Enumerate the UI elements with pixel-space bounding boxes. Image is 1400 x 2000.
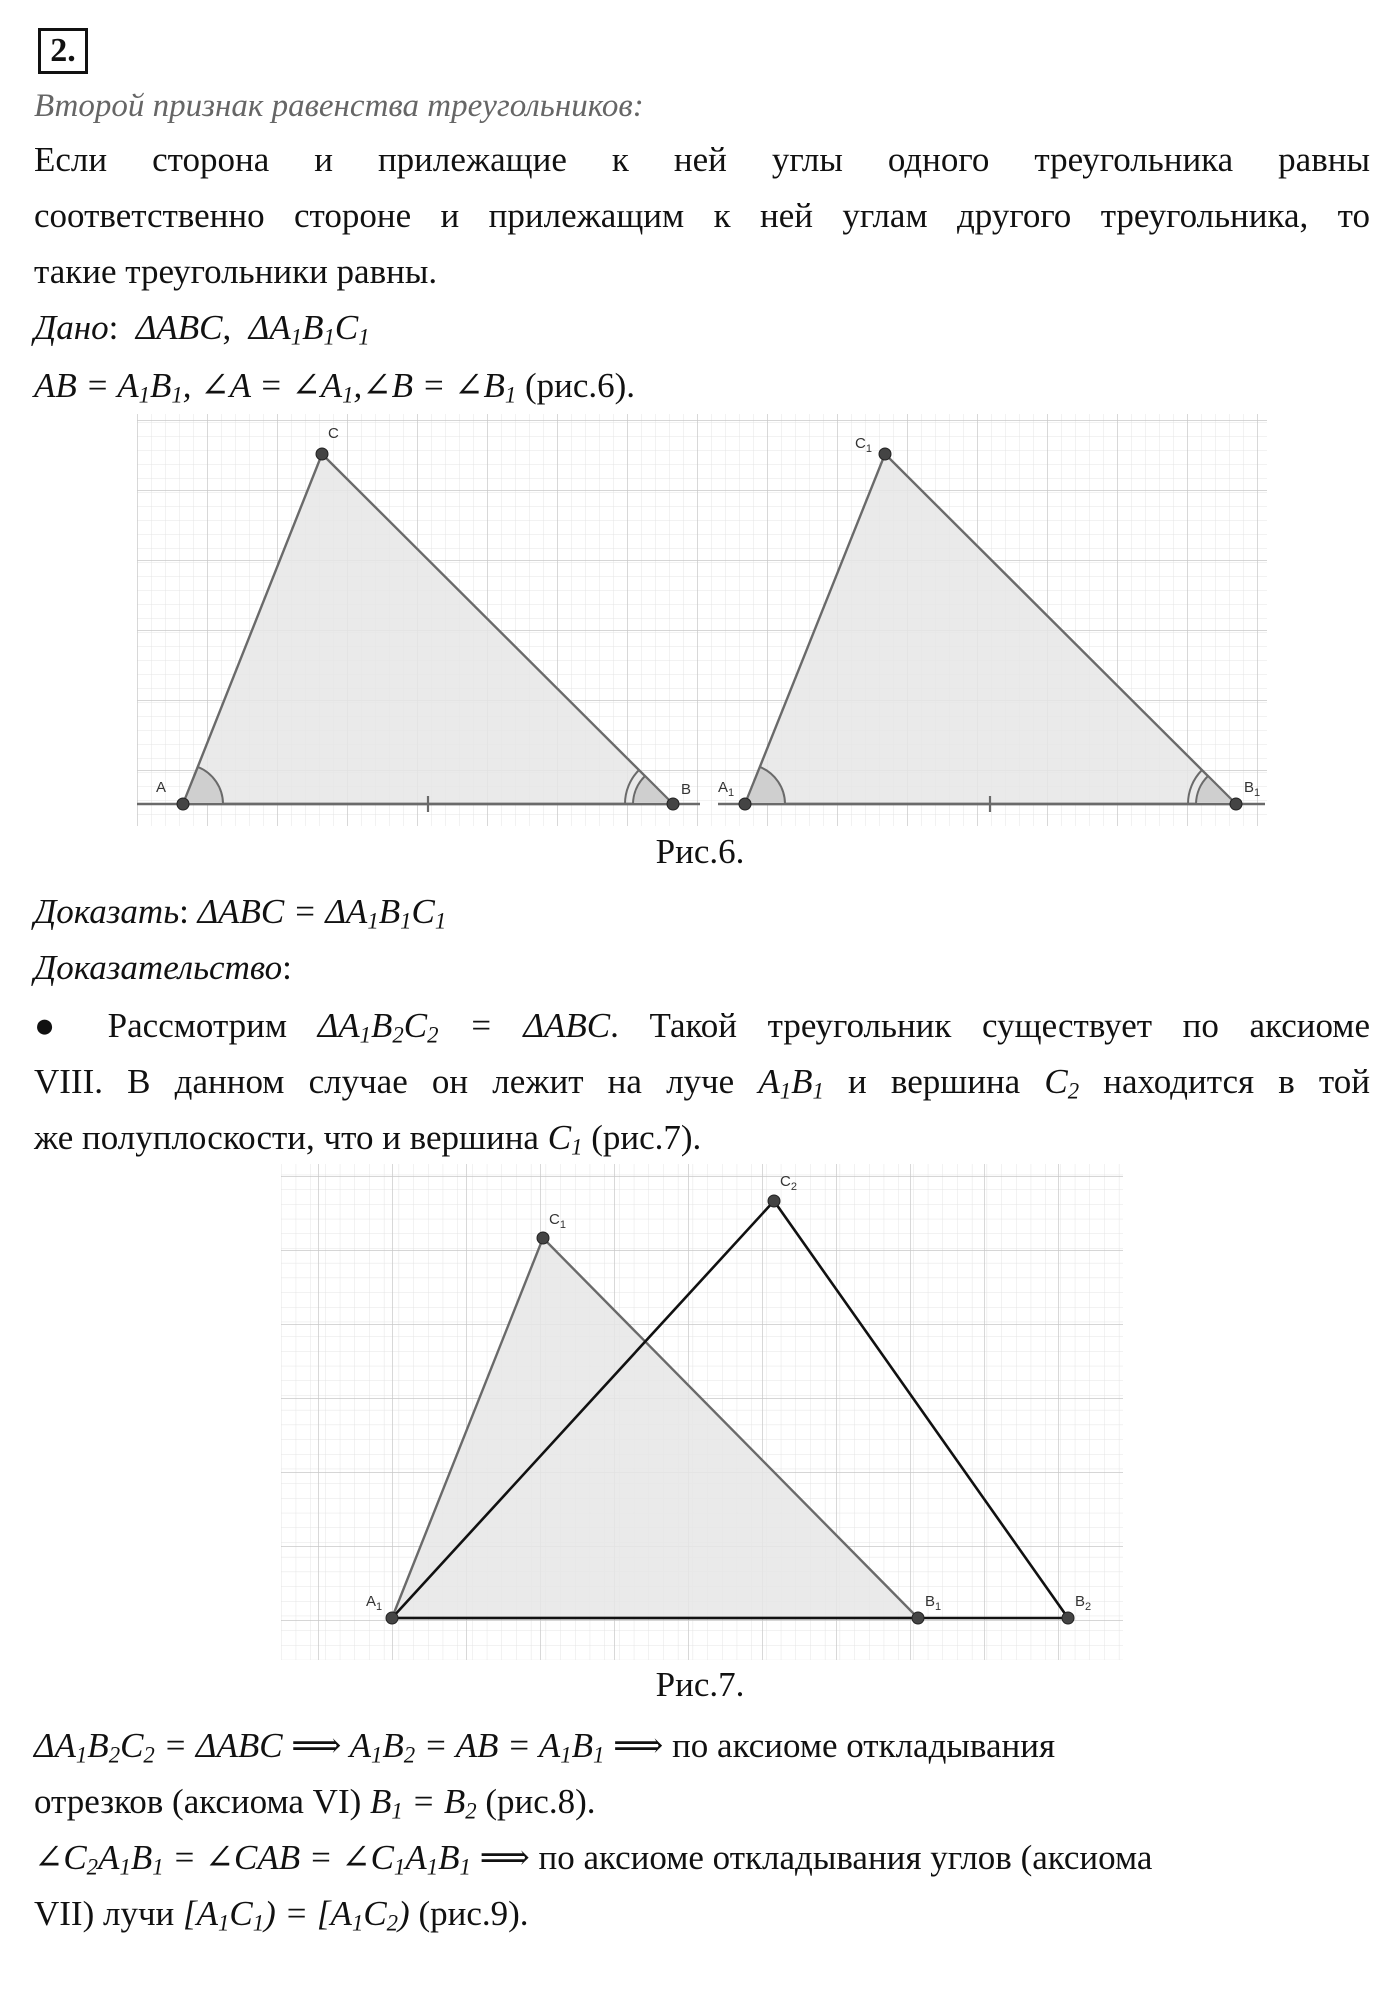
prove-label: Доказать xyxy=(34,892,180,931)
step2-line-2: отрезков (аксиома VI) $B_1 = B_2$ (рис.8). xyxy=(34,1782,596,1824)
point-c xyxy=(316,448,328,460)
label-a1: $A_1$ xyxy=(718,779,735,799)
label-b2-fig7: $B_2$ xyxy=(1075,1593,1092,1613)
label-a1-fig7: $A_1$ xyxy=(366,1593,383,1613)
given-ab-eq: AB = $A_1B_1$, ∠A = $\angle A_1,\angle B$ = $\angle B_1$ xyxy=(34,366,517,408)
label-c: C xyxy=(328,425,339,442)
point-a1-fig7 xyxy=(386,1612,398,1624)
step2-line-1: $\Delta A_1B_2C_2 = \Delta ABC$ ⟹ $A_1B_2$ = AB = $A_1B_1$ ⟹ по аксиоме откладывания xyxy=(34,1726,1056,1768)
fig7-caption: Рис.7. xyxy=(655,1665,745,1704)
problem-number: 2. xyxy=(38,28,88,74)
step1-line-1: ● Рассмотрим $\Delta A_1B_2C_2 = \Delta ABC$. Такой треугольник существует по аксиоме xyxy=(34,1006,1370,1048)
figure-6 xyxy=(0,408,1400,828)
proof-label: Доказательство xyxy=(34,948,283,987)
step3-line-1: $\angle C_2A_1B_1$ = ∠CAB = $\angle C_1A_1B_1$ ⟹ по аксиоме откладывания углов (аксиома xyxy=(34,1838,1153,1880)
given-triangle-abc: ΔABC xyxy=(135,308,223,347)
step1-line-3: же полуплоскости, что и вершина $C_1$ (рис.7). xyxy=(34,1118,702,1160)
label-c1: $C_1$ xyxy=(855,435,872,455)
point-c2-fig7 xyxy=(768,1195,780,1207)
point-c1-fig7 xyxy=(537,1232,549,1244)
prove-line: Доказать: $\Delta ABC = \Delta A_1B_1C_1$ xyxy=(34,892,447,934)
label-c1-fig7: $C_1$ xyxy=(549,1211,566,1231)
theorem-subtitle: Второй признак равенства треугольников: xyxy=(34,88,644,124)
given-label: Дано xyxy=(34,308,109,347)
theorem-line-1: Если сторона и прилежащие к ней углы одного треугольника равны xyxy=(34,140,1370,179)
given-ref: (рис.6). xyxy=(516,366,636,405)
theorem-line-3: такие треугольники равны. xyxy=(34,252,438,291)
fig6-caption: Рис.6. xyxy=(655,832,745,871)
step3-line-2: VII) лучи $[A_1C_1) = [A_1C_2)$ (рис.9). xyxy=(34,1894,529,1936)
label-b1-fig7: $B_1$ xyxy=(925,1593,942,1613)
label-b1: $B_1$ xyxy=(1244,779,1261,799)
point-c1 xyxy=(879,448,891,460)
label-b: B xyxy=(681,781,692,798)
point-a xyxy=(177,798,189,810)
label-c2-fig7: $C_2$ xyxy=(780,1173,797,1193)
given-triangle-a1b1c1: $\Delta A_1B_1C_1$ xyxy=(248,308,370,350)
point-a1 xyxy=(739,798,751,810)
point-b1-fig7 xyxy=(912,1612,924,1624)
theorem-line-2: соответственно стороне и прилежащим к ней углам другого треугольника, то xyxy=(34,196,1370,235)
prove-statement: $\Delta ABC = \Delta A_1B_1C_1$ xyxy=(197,892,447,934)
proof-heading: Доказательство: xyxy=(34,948,292,987)
figure-7 xyxy=(0,1160,1400,1660)
step1-line-2: VIII. В данном случае он лежит на луче $A_1B_1$ и вершина $C_2$ находится в той xyxy=(34,1062,1370,1104)
point-b2-fig7 xyxy=(1062,1612,1074,1624)
label-a: A xyxy=(156,779,167,796)
given-sep: : xyxy=(108,308,119,347)
given-line: Дано: ΔABC, $\Delta A_1B_1C_1$ xyxy=(34,308,370,350)
point-b1 xyxy=(1230,798,1242,810)
point-b xyxy=(667,798,679,810)
